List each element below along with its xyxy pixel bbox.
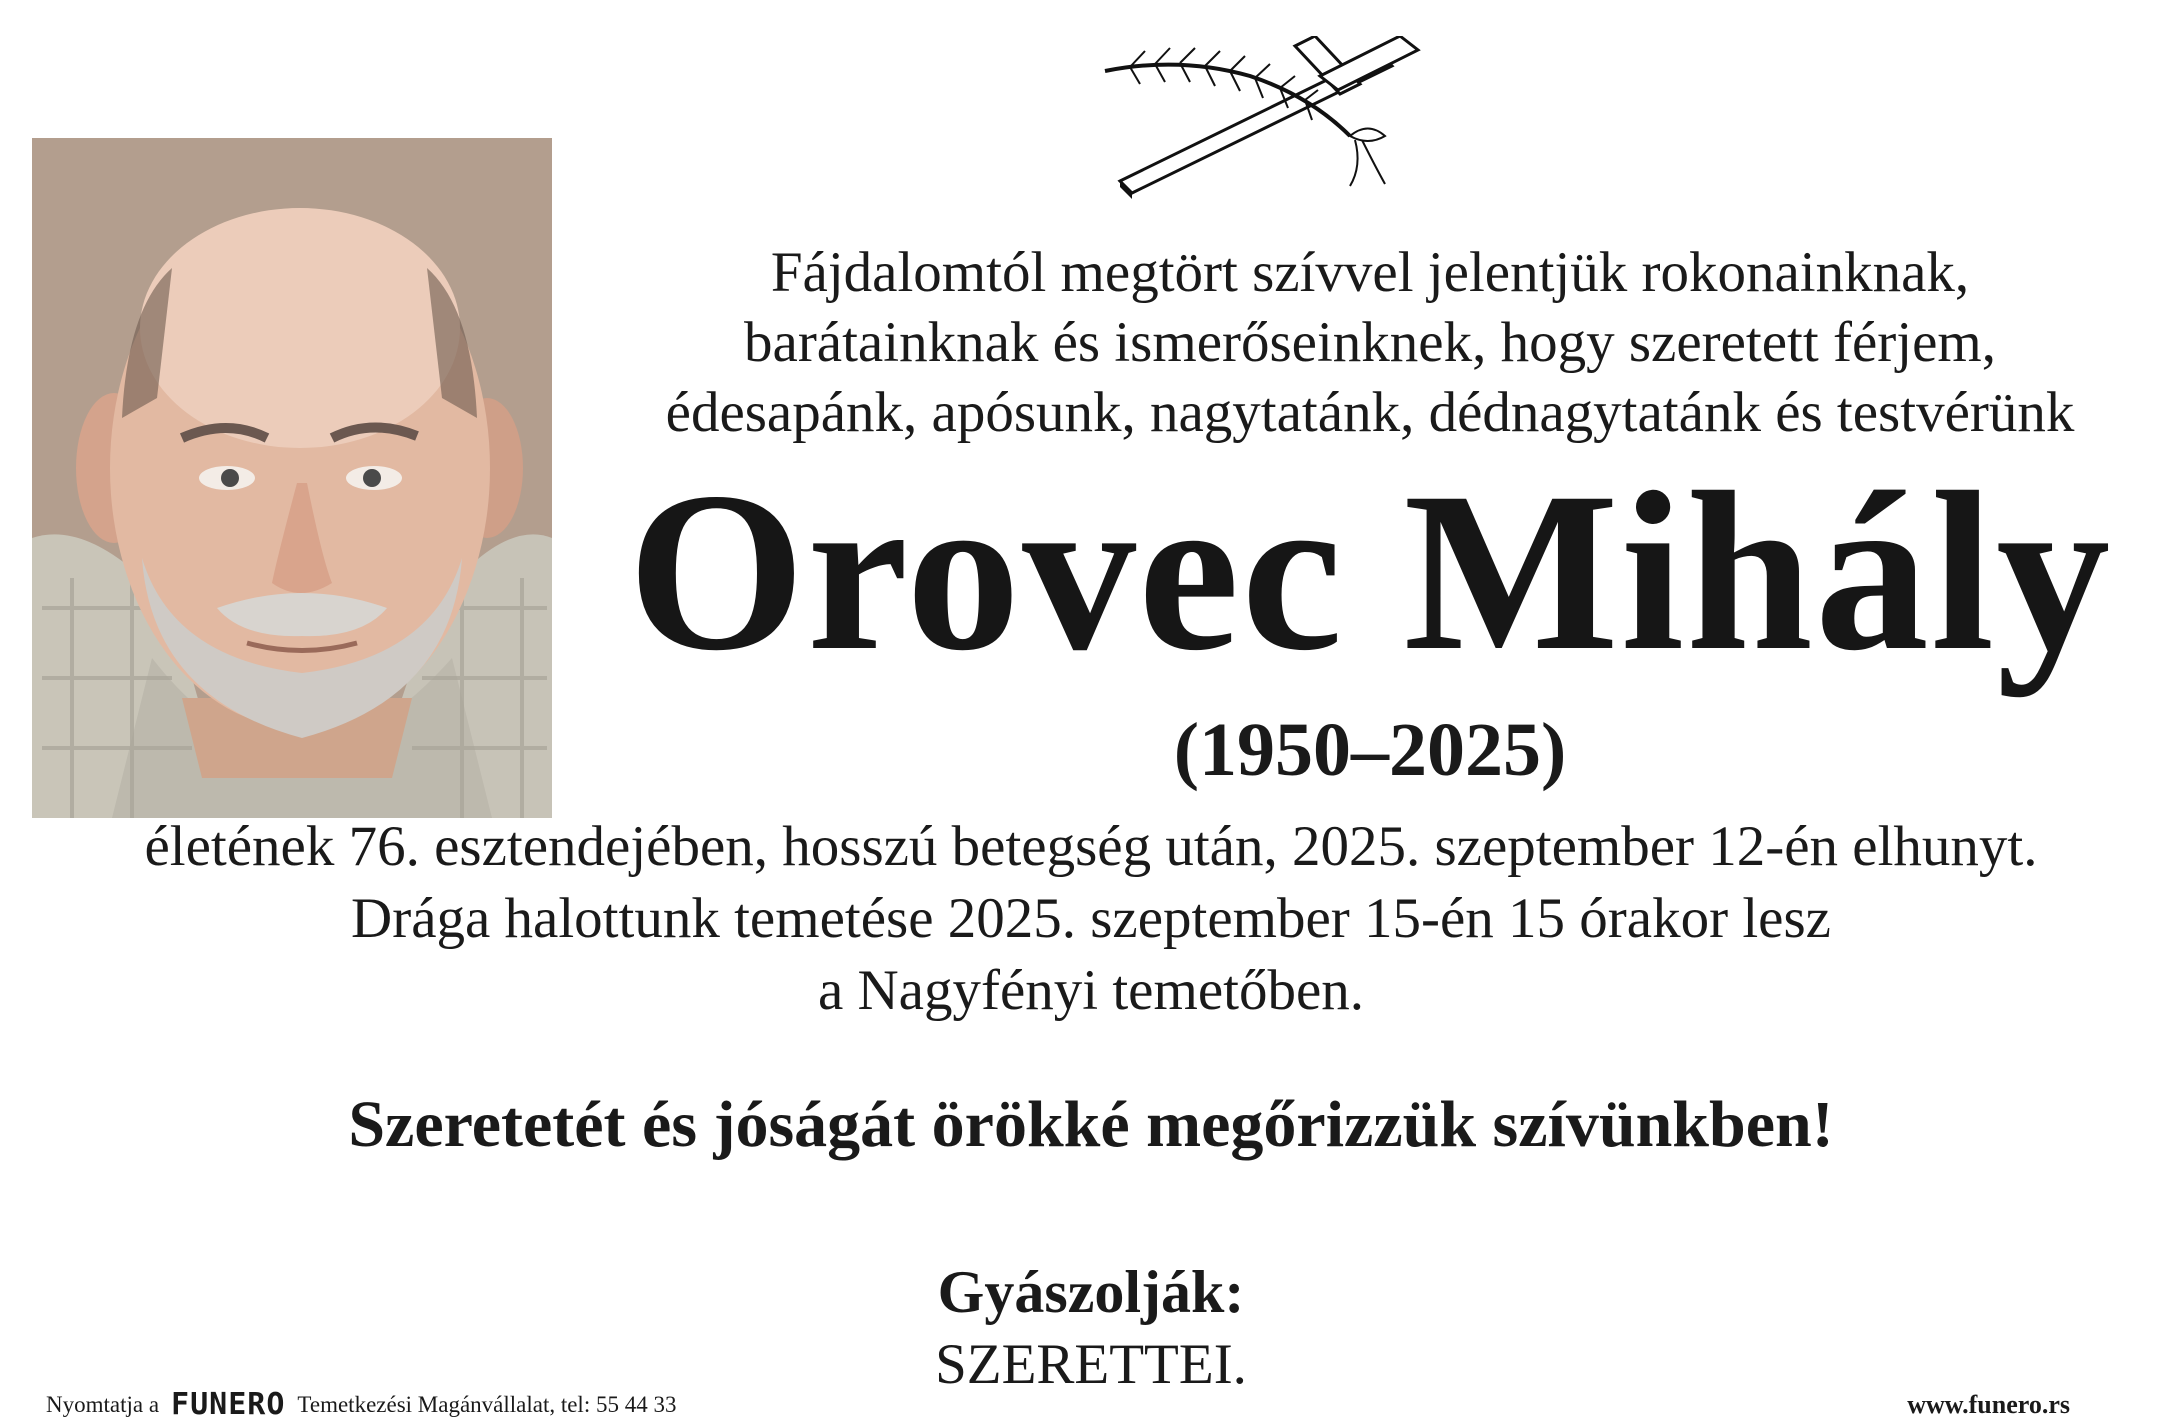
life-years: (1950–2025) — [1173, 708, 1567, 792]
body-line-3: a Nagyfényi temetőben. — [817, 959, 1365, 1022]
funero-logo: FUNERO — [171, 1387, 286, 1422]
cross-with-palm-branch-icon — [1100, 36, 1440, 201]
footer-website: www.funero.rs — [1907, 1390, 2070, 1419]
footer-printer-info — [46, 1387, 677, 1422]
intro-line-2: barátainknak és ismerőseinknek, hogy szeretett férjem, — [744, 311, 1996, 374]
intro-line-1: Fájdalomtól megtört szívvel jelentjük rokonainknak, — [770, 241, 1970, 304]
memorial-motto: Szeretetét és jóságát örökké megőrizzük szívünkben! — [348, 1088, 1834, 1161]
mourners-value: SZERETTEI. — [935, 1333, 1247, 1396]
body-line-1: életének 76. esztendejében, hosszú betegség után, 2025. szeptember 12-én elhunyt. — [144, 815, 2038, 878]
footer-printed-by: Nyomtatja a — [46, 1392, 160, 1417]
footer-company: Temetkezési Magánvállalat, tel: 55 44 33 — [297, 1392, 677, 1417]
portrait-photo — [32, 138, 552, 818]
deceased-name: Orovec Mihály — [627, 446, 2113, 698]
mourners-label: Gyászolják: — [937, 1259, 1245, 1325]
body-line-2: Drága halottunk temetése 2025. szeptember 15-én 15 órakor lesz — [351, 887, 1831, 950]
intro-line-3: édesapánk, apósunk, nagytatánk, dédnagytatánk és testvérünk — [665, 381, 2075, 444]
